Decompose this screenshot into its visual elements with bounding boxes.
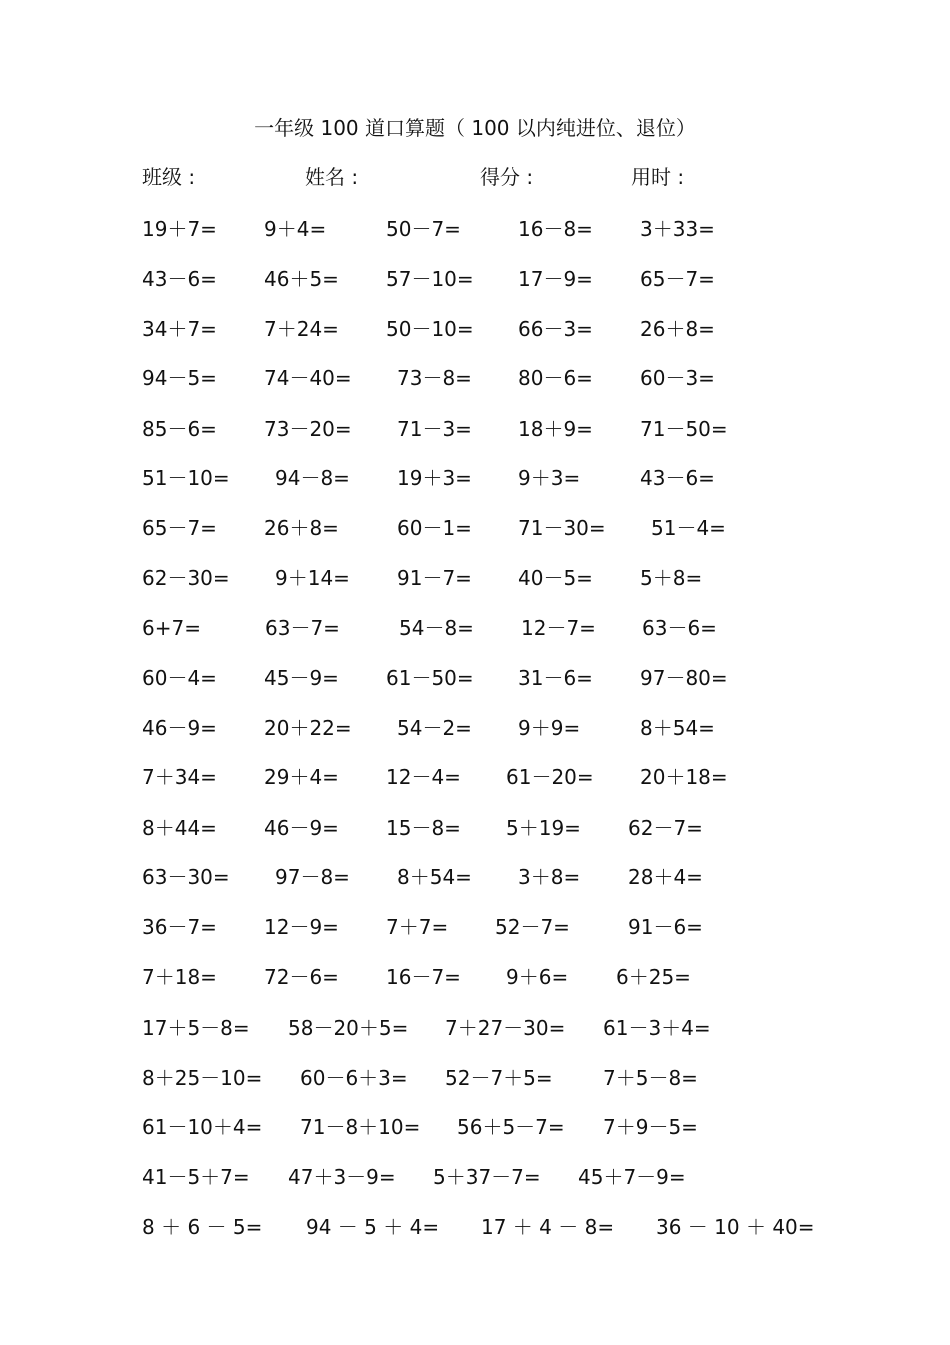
arithmetic-problem: 8＋54= [397,865,472,889]
arithmetic-problem: 7＋9－5= [603,1115,698,1139]
arithmetic-problem: 17＋5－8= [142,1016,250,1040]
arithmetic-problem: 26＋8= [264,516,339,540]
arithmetic-problem: 8 ＋ 6 － 5= [142,1215,263,1239]
time-field-label: 用时 : [631,165,685,189]
arithmetic-problem: 31－6= [518,666,593,690]
arithmetic-problem: 85－6= [142,417,217,441]
arithmetic-problem: 61－3＋4= [603,1016,711,1040]
arithmetic-problem: 50－10= [386,317,474,341]
arithmetic-problem: 50－7= [386,217,461,241]
arithmetic-problem: 8＋25－10= [142,1066,263,1090]
arithmetic-problem: 58－20＋5= [288,1016,409,1040]
arithmetic-problem: 74－40= [264,366,352,390]
arithmetic-problem: 71－30= [518,516,606,540]
arithmetic-problem: 71－8＋10= [300,1115,421,1139]
arithmetic-problem: 8＋44= [142,816,217,840]
arithmetic-problem: 20＋22= [264,716,352,740]
arithmetic-problem: 29＋4= [264,765,339,789]
arithmetic-problem: 60－4= [142,666,217,690]
arithmetic-problem: 3＋8= [518,865,581,889]
arithmetic-problem: 7＋5－8= [603,1066,698,1090]
arithmetic-problem: 5＋37－7= [433,1165,541,1189]
arithmetic-problem: 73－8= [397,366,472,390]
arithmetic-problem: 7＋27－30= [445,1016,566,1040]
arithmetic-problem: 19＋7= [142,217,217,241]
arithmetic-problem: 28＋4= [628,865,703,889]
arithmetic-problem: 61－10＋4= [142,1115,263,1139]
arithmetic-problem: 9＋4= [264,217,327,241]
arithmetic-problem: 19＋3= [397,466,472,490]
arithmetic-problem: 9＋14= [275,566,350,590]
arithmetic-problem: 54－8= [399,616,474,640]
worksheet-title: 一年级 100 道口算题（ 100 以内纯进位、退位） [254,116,696,140]
arithmetic-problem: 91－6= [628,915,703,939]
arithmetic-problem: 12－7= [521,616,596,640]
arithmetic-problem: 34＋7= [142,317,217,341]
arithmetic-problem: 56＋5－7= [457,1115,565,1139]
arithmetic-problem: 8＋54= [640,716,715,740]
arithmetic-problem: 18＋9= [518,417,593,441]
arithmetic-problem: 61－20= [506,765,594,789]
arithmetic-problem: 47＋3－9= [288,1165,396,1189]
arithmetic-problem: 73－20= [264,417,352,441]
class-field-label: 班级 : [142,165,196,189]
arithmetic-problem: 52－7＋5= [445,1066,553,1090]
arithmetic-problem: 5＋8= [640,566,703,590]
arithmetic-problem: 36 － 10 ＋ 40= [656,1215,815,1239]
arithmetic-problem: 6＋25= [616,965,691,989]
arithmetic-problem: 60－1= [397,516,472,540]
arithmetic-problem: 65－7= [142,516,217,540]
arithmetic-problem: 94 － 5 ＋ 4= [306,1215,440,1239]
arithmetic-problem: 66－3= [518,317,593,341]
arithmetic-problem: 41－5＋7= [142,1165,250,1189]
arithmetic-problem: 52－7= [495,915,570,939]
arithmetic-problem: 63－30= [142,865,230,889]
arithmetic-problem: 40－5= [518,566,593,590]
arithmetic-problem: 60－6＋3= [300,1066,408,1090]
arithmetic-problem: 36－7= [142,915,217,939]
arithmetic-problem: 17 ＋ 4 － 8= [481,1215,615,1239]
arithmetic-problem: 43－6= [142,267,217,291]
arithmetic-problem: 71－3= [397,417,472,441]
arithmetic-problem: 7＋24= [264,317,339,341]
arithmetic-problem: 51－10= [142,466,230,490]
arithmetic-problem: 45＋7－9= [578,1165,686,1189]
arithmetic-problem: 65－7= [640,267,715,291]
arithmetic-problem: 57－10= [386,267,474,291]
arithmetic-problem: 12－9= [264,915,339,939]
arithmetic-problem: 60－3= [640,366,715,390]
arithmetic-problem: 16－7= [386,965,461,989]
arithmetic-problem: 46－9= [142,716,217,740]
arithmetic-problem: 3＋33= [640,217,715,241]
arithmetic-problem: 62－7= [628,816,703,840]
arithmetic-problem: 17－9= [518,267,593,291]
arithmetic-problem: 12－4= [386,765,461,789]
arithmetic-problem: 51－4= [651,516,726,540]
arithmetic-problem: 6+7= [142,616,201,640]
score-field-label: 得分 : [480,165,534,189]
arithmetic-problem: 20＋18= [640,765,728,789]
arithmetic-problem: 16－8= [518,217,593,241]
arithmetic-problem: 94－5= [142,366,217,390]
arithmetic-problem: 91－7= [397,566,472,590]
arithmetic-problem: 63－6= [642,616,717,640]
arithmetic-problem: 9＋3= [518,466,581,490]
arithmetic-problem: 80－6= [518,366,593,390]
arithmetic-problem: 7＋18= [142,965,217,989]
arithmetic-problem: 45－9= [264,666,339,690]
name-field-label: 姓名 : [305,165,359,189]
arithmetic-problem: 46＋5= [264,267,339,291]
arithmetic-problem: 72－6= [264,965,339,989]
arithmetic-problem: 9＋9= [518,716,581,740]
arithmetic-problem: 63－7= [265,616,340,640]
arithmetic-problem: 9＋6= [506,965,569,989]
arithmetic-problem: 7＋34= [142,765,217,789]
arithmetic-problem: 62－30= [142,566,230,590]
arithmetic-problem: 71－50= [640,417,728,441]
arithmetic-problem: 46－9= [264,816,339,840]
arithmetic-problem: 61－50= [386,666,474,690]
arithmetic-problem: 43－6= [640,466,715,490]
arithmetic-problem: 5＋19= [506,816,581,840]
arithmetic-problem: 15－8= [386,816,461,840]
arithmetic-problem: 7＋7= [386,915,449,939]
arithmetic-problem: 54－2= [397,716,472,740]
arithmetic-problem: 97－8= [275,865,350,889]
arithmetic-problem: 97－80= [640,666,728,690]
arithmetic-problem: 94－8= [275,466,350,490]
arithmetic-problem: 26＋8= [640,317,715,341]
